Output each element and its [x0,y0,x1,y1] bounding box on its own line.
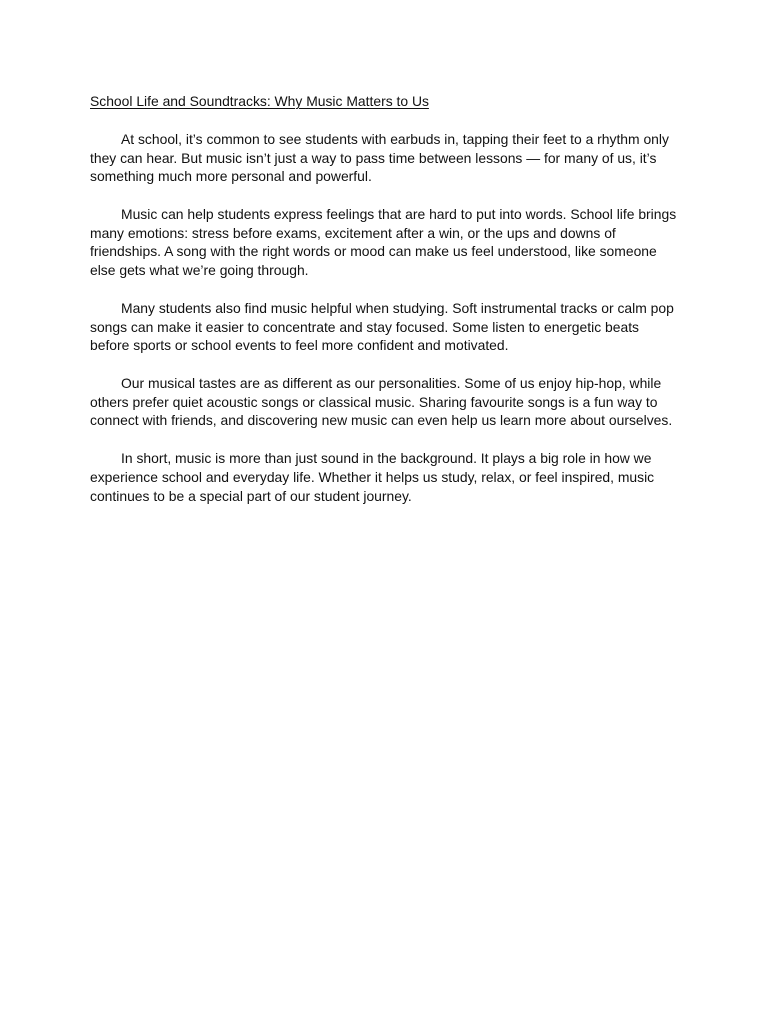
document-title: School Life and Soundtracks: Why Music Matters to Us [90,93,429,109]
paragraph-2: Music can help students express feelings that are hard to put into words. School life brings many emotions: stress before exams, excitement after a win, or the ups and downs of friendships. A song with the right words or mood can make us feel understood, like someone else gets what we’re going through. [90,205,677,279]
document-body [90,92,682,524]
paragraph-5: In short, music is more than just sound in the background. It plays a big role in how we experience school and everyday life. Whether it helps us study, relax, or feel inspired, music continues to be a special part of our student journey. [90,449,655,504]
paragraph-1: At school, it’s common to see students with earbuds in, tapping their feet to a rhythm only they can hear. But music isn’t just a way to pass time between lessons — for many of us, it’s something much more personal and powerful. [90,130,669,185]
paragraph-3: Many students also find music helpful when studying. Soft instrumental tracks or calm pop songs can make it easier to concentrate and stay focused. Some listen to energetic beats before sports or school events to feel more confident and motivated. [90,299,674,354]
paragraph-4: Our musical tastes are as different as our personalities. Some of us enjoy hip-hop, while others prefer quiet acoustic songs or classical music. Sharing favourite songs is a fun way to connect with friends, and discovering new music can even help us learn more about ourselves. [90,374,673,429]
